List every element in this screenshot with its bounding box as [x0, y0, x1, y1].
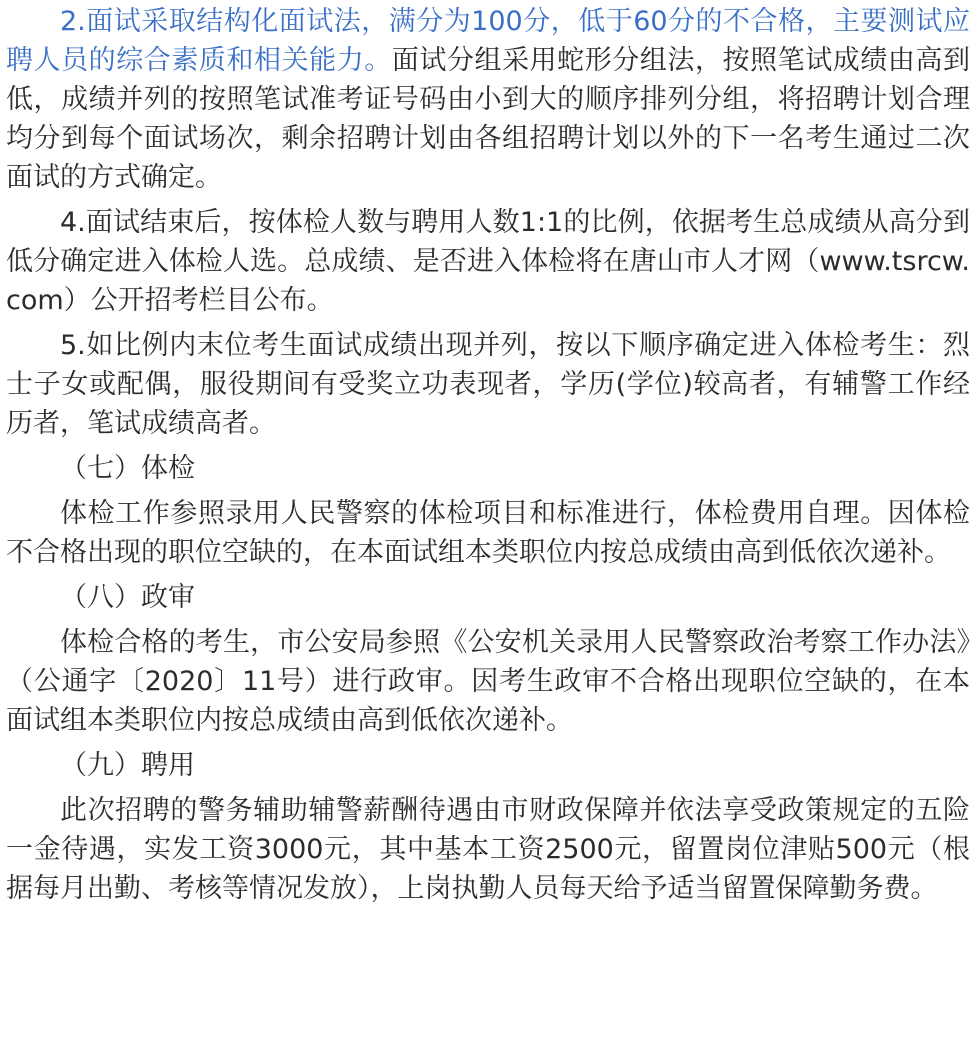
- paragraph-physical-exam-selection: 4.面试结束后，按体检人数与聘用人数1:1的比例，依据考生总成绩从高分到低分确定进入体检人选。总成绩、是否进入体检将在唐山市人才网（www.tsrcw.com）公开招考栏目公布。: [6, 207, 970, 316]
- highlighted-text: 2.面试采取结构化面试法，满分为100分，低于60分的不合格，主要测试应聘人员的综合素质和相关能力。: [6, 6, 970, 76]
- document-body: [0, 2, 976, 908]
- section-heading-employment: （九）聘用: [60, 750, 195, 781]
- paragraph-tie-breaking: 5.如比例内末位考生面试成绩出现并列，按以下顺序确定进入体检考生：烈士子女或配偶，服役期间有受奖立功表现者，学历(学位)较高者，有辅警工作经历者，笔试成绩高者。: [6, 330, 970, 439]
- paragraph-interview-method: [6, 2, 970, 197]
- paragraph-political-review: 体检合格的考生，市公安局参照《公安机关录用人民警察政治考察工作办法》（公通字〔2020〕11号）进行政审。因考生政审不合格出现职位空缺的，在本面试组本类职位内按总成绩由高到低依次递补。: [6, 627, 970, 736]
- paragraph-text: 面试分组采用蛇形分组法，按照笔试成绩由高到低，成绩并列的按照笔试准考证号码由小到大的顺序排列分组，将招聘计划合理均分到每个面试场次，剩余招聘计划由各组招聘计划以外的下一名考生通过二次面试的方式确定。: [6, 45, 971, 193]
- paragraph-physical-exam: 体检工作参照录用人民警察的体检项目和标准进行，体检费用自理。因体检不合格出现的职位空缺的，在本面试组本类职位内按总成绩由高到低依次递补。: [6, 498, 970, 568]
- section-heading-physical-exam: （七）体检: [60, 453, 195, 484]
- paragraph-employment: 此次招聘的警务辅助辅警薪酬待遇由市财政保障并依法享受政策规定的五险一金待遇，实发工资3000元，其中基本工资2500元，留置岗位津贴500元（根据每月出勤、考核等情况发放），上岗执勤人员每天给予适当留置保障勤务费。: [6, 795, 970, 904]
- section-heading-political-review: （八）政审: [60, 582, 195, 613]
